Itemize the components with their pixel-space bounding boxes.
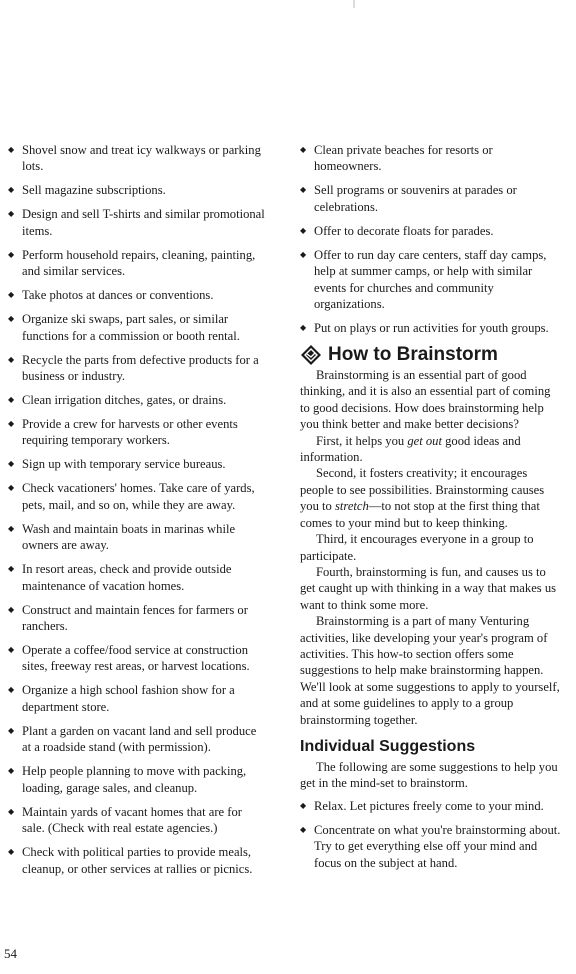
bullet-diamond-icon: ◆ [8, 806, 15, 816]
bullet-diamond-icon: ◆ [8, 209, 15, 219]
list-item [8, 311, 266, 344]
list-item [8, 206, 266, 239]
paragraph: Brainstorming is a part of many Venturing activities, like developing your year's program of activities. This how-to section offers some suggestions to help make brainstorming happen. We'll look at some suggestions to apply to yourself, and at some guidelines to apply to a group brainstorming together. [300, 614, 560, 727]
bullet-diamond-icon: ◆ [300, 824, 307, 834]
text-run: Second, it fosters creativity; it encourages people to see possibilities. Brainstorming causes you to [300, 466, 545, 514]
subsection-title: Individual Suggestions [300, 737, 476, 755]
emphasis-text: stretch [334, 499, 369, 514]
section-title-text: How to Brainstorm [328, 344, 498, 366]
paragraph: The following are some suggestions to help you get in the mind-set to brainstorm. [300, 759, 558, 791]
list-item-text: Sell magazine subscriptions. [22, 183, 166, 198]
paragraph: Third, it encourages everyone in a group to participate. [300, 532, 534, 563]
list-item [8, 352, 266, 385]
bullet-diamond-icon: ◆ [8, 523, 15, 533]
bullet-diamond-icon: ◆ [8, 419, 15, 429]
list-item [8, 723, 266, 756]
bullet-diamond-icon: ◆ [300, 800, 307, 810]
bullet-diamond-icon: ◆ [8, 314, 15, 324]
page-number: 54 [4, 946, 17, 961]
list-item-text: Plant a garden on vacant land and sell produce at a roadside stand (with permission). [22, 723, 257, 755]
list-item-text: Wash and maintain boats in marinas while owners are away. [22, 521, 236, 553]
list-item [8, 561, 266, 594]
bullet-diamond-icon: ◆ [8, 847, 15, 857]
list-item-text: Relax. Let pictures freely come to your mind. [314, 798, 544, 813]
bullet-diamond-icon: ◆ [8, 145, 15, 154]
bullet-diamond-icon: ◆ [8, 725, 15, 735]
bullet-diamond-icon: ◆ [8, 645, 15, 655]
list-item-text: Sign up with temporary service bureaus. [22, 457, 226, 472]
list-item-text: Organize a high school fashion show for a department store. [22, 683, 235, 714]
paragraph: Fourth, brainstorming is fun, and causes us to get caught up with thinking in a way that makes us want to think some more. [300, 564, 557, 612]
list-item [8, 521, 266, 554]
list-item-text: Offer to run day care centers, staff day camps, help at summer camps, or help with similar events for churches and community organizations. [314, 247, 547, 312]
list-item-text: Design and sell T-shirts and similar promotional items. [22, 207, 265, 238]
left-bullet-list [8, 142, 266, 877]
list-item [8, 287, 266, 303]
list-item [300, 798, 562, 814]
list-item-text: Concentrate on what you're brainstorming about. Try to get everything else off your mind and focus on the subject at hand. [314, 822, 561, 870]
bullet-diamond-icon: ◆ [300, 145, 307, 154]
list-item-text: In resort areas, check and provide outside maintenance of vacation homes. [22, 562, 232, 593]
list-item [8, 763, 266, 796]
right-bullet-list [300, 142, 562, 336]
list-item-text: Operate a coffee/food service at construction sites, freeway rest areas, or harvest locations. [22, 643, 250, 674]
list-item-text: Put on plays or run activities for youth groups. [314, 321, 549, 336]
paragraph [300, 465, 562, 531]
list-item-text: Recycle the parts from defective products for a business or industry. [22, 352, 259, 384]
bullet-diamond-icon: ◆ [8, 249, 15, 259]
bullet-diamond-icon: ◆ [8, 354, 15, 364]
list-item [8, 456, 266, 472]
bullet-diamond-icon: ◆ [8, 685, 15, 695]
list-item-text: Help people planning to move with packing, loading, garage sales, and cleanup. [22, 764, 247, 795]
list-item [300, 247, 562, 313]
bullet-diamond-icon: ◆ [300, 249, 307, 259]
list-item [8, 480, 266, 513]
list-item [8, 416, 266, 449]
paragraph [300, 433, 562, 466]
bullet-diamond-icon: ◆ [8, 185, 15, 195]
list-item [300, 822, 562, 871]
list-item [300, 182, 562, 215]
bullet-diamond-icon: ◆ [8, 564, 15, 574]
list-item [8, 392, 266, 408]
list-item-text: Construct and maintain fences for farmers or ranchers. [22, 602, 248, 634]
suggestion-list [300, 798, 562, 871]
text-run: First, it helps you [316, 433, 408, 448]
list-item [8, 804, 266, 837]
page-mark [353, 0, 355, 8]
list-item-text: Perform household repairs, cleaning, painting, and similar services. [22, 247, 256, 279]
list-item-text: Clean irrigation ditches, gates, or drains. [22, 393, 227, 408]
left-column [8, 142, 266, 885]
right-column [300, 142, 562, 879]
list-item [8, 247, 266, 280]
bullet-diamond-icon: ◆ [8, 766, 15, 776]
list-item-text: Offer to decorate floats for parades. [314, 223, 494, 238]
list-item [8, 642, 266, 675]
text-run: —to not stop at the first thing that comes to your mind but to keep thinking. [300, 499, 540, 530]
list-item [8, 182, 266, 198]
list-item [8, 142, 266, 175]
bullet-diamond-icon: ◆ [8, 459, 15, 469]
list-item [300, 142, 562, 175]
text-run: good ideas and information. [300, 433, 521, 465]
list-item-text: Organize ski swaps, part sales, or similar functions for a commission or booth rental. [22, 312, 240, 343]
list-item-text: Clean private beaches for resorts or homeowners. [314, 143, 493, 174]
bullet-diamond-icon: ◆ [8, 290, 15, 300]
emphasis-text: get out [407, 433, 442, 448]
bullet-diamond-icon: ◆ [8, 395, 15, 405]
bullet-diamond-icon: ◆ [300, 225, 307, 235]
paragraph: Brainstorming is an essential part of good thinking, and it is also an essential part of coming to good decisions. How does brainstorming help you think better and make better decisions? [300, 368, 551, 432]
list-item-text: Provide a crew for harvests or other events requiring temporary workers. [22, 417, 238, 448]
bullet-diamond-icon: ◆ [300, 185, 307, 195]
diamond-logo-icon [300, 344, 322, 366]
list-item-text: Maintain yards of vacant homes that are for sale. (Check with real estate agencies.) [22, 804, 242, 836]
list-item-text: Take photos at dances or conventions. [22, 288, 214, 303]
list-item [8, 602, 266, 635]
list-item [8, 844, 266, 877]
section-title [300, 344, 562, 366]
list-item-text: Sell programs or souvenirs at parades or celebrations. [314, 183, 517, 214]
list-item [8, 682, 266, 715]
bullet-diamond-icon: ◆ [8, 483, 15, 493]
list-item-text: Check vacationers' homes. Take care of yards, pets, mail, and so on, while they are away. [22, 481, 255, 512]
list-item-text: Check with political parties to provide meals, cleanup, or other services at rallies or picnics. [22, 845, 253, 876]
list-item [300, 223, 562, 239]
list-item-text: Shovel snow and treat icy walkways or parking lots. [22, 143, 261, 174]
list-item [300, 320, 562, 336]
bullet-diamond-icon: ◆ [300, 323, 307, 333]
bullet-diamond-icon: ◆ [8, 604, 15, 614]
